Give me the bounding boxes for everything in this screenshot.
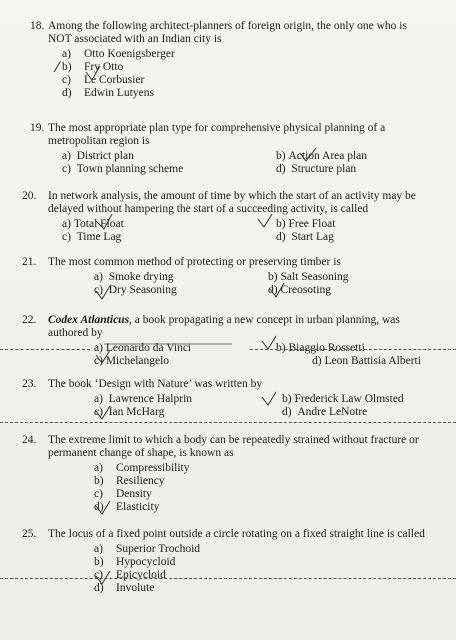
option-a: a) Superior Trochoid [94, 543, 201, 555]
question-23: 23. The book ‘Design with Nature’ was written by a) Lawrence Halprin b) Frederick Law Olmsted c) Ian McHarg d) Andre LeNotre [22, 378, 450, 421]
option-a: a) Compressibility [94, 462, 190, 474]
question-24: 24. The extreme limit to which a body can be repeatedly strained without fracture or permanent change of shape, is known as a) Compressibility b) Resiliency c) Density d) Elasticity [22, 434, 419, 513]
option-b: b) Salt Seasoning [268, 271, 349, 283]
question-stem: 18. Among the following architect-planners of foreign origin, the only one who is NOT associated with an Indian city is [30, 20, 407, 45]
option-a: a) Smoke drying [94, 271, 174, 283]
question-22: 22. Codex Atlanticus, a book propagating a new concept in urban planning, was authored by a) Leonardo da Vinci b) Biaggio Rossetti c) Michelangelo d) Leon Battisia Alberti [22, 314, 450, 370]
option-c: c) Town planning scheme [62, 163, 184, 175]
option-d: d) Elasticity [94, 501, 160, 513]
option-a: a) District plan [62, 150, 134, 162]
option-b: b) Biaggio Rossetti [276, 342, 365, 354]
option-c: c) Michelangelo [94, 355, 170, 367]
option-b: b) Frederick Law Olmsted [282, 393, 404, 405]
option-a: a) Leonardo da Vinci [94, 342, 192, 354]
option-b: b) Resiliency [94, 475, 165, 487]
option-d: d) Edwin Lutyens [62, 87, 154, 99]
pencil-line [250, 349, 456, 350]
option-d: d) Leon Battisia Alberti [312, 355, 421, 367]
options-list [62, 150, 442, 178]
option-b: b) Fry Otto [62, 61, 124, 73]
option-c: c) Le Corbusier [62, 74, 145, 86]
option-d: d) Andre LeNotre [282, 406, 368, 418]
options-list [94, 342, 450, 370]
options-list [94, 543, 394, 595]
option-d: d) Creosoting [268, 284, 331, 296]
question-18 [30, 20, 450, 100]
option-d: d) Structure plan [276, 163, 357, 175]
pencil-line [0, 349, 90, 350]
option-c: c) Ian McHarg [94, 406, 165, 418]
question-19: 19. The most appropriate plan type for comprehensive physical planning of a metropolitan region is a) District plan b) Action Area plan c) Town planning scheme d) Structure plan [30, 122, 450, 178]
pencil-line [0, 578, 456, 579]
question-20: 20. In network analysis, the amount of time by which the start of an activity may be delayed without hampering the start of a succeeding activity, is called a) Total Float b) Free Float c) Time Lag d) Start Lag [22, 190, 450, 246]
option-a: a) Lawrence Halprin [94, 393, 193, 405]
option-c: c) Epicycloid [94, 569, 166, 581]
options-list [94, 271, 444, 299]
options-list [62, 48, 362, 100]
option-c: c) Density [94, 488, 152, 500]
tick-mark-icon: ⁄ [56, 60, 59, 76]
option-b: b) Action Area plan [276, 150, 368, 162]
option-d: d) Start Lag [276, 231, 334, 243]
question-21: 21. The most common method of protecting or preserving timber is a) Smoke drying b) Salt Seasoning c) Dry Seasoning d) Creosoting [22, 256, 450, 299]
option-c: c) Time Lag [62, 231, 122, 243]
question-25: 25. The locus of a fixed point outside a circle rotating on a fixed straight line is called a) Superior Trochoid b) Hypocycloid c) Epicycloid d) Involute [22, 528, 425, 594]
option-b: b) Free Float [276, 218, 336, 230]
option-b: b) Hypocycloid [94, 556, 176, 568]
options-list [62, 218, 442, 246]
option-a: a) Total Float [62, 218, 124, 230]
options-list [94, 462, 394, 514]
option-c: c) Dry Seasoning [94, 284, 177, 296]
option-a: a) Otto Koenigsberger [62, 48, 175, 60]
pencil-line [0, 422, 456, 423]
option-d: d) Involute [94, 582, 155, 594]
options-list [94, 393, 444, 421]
